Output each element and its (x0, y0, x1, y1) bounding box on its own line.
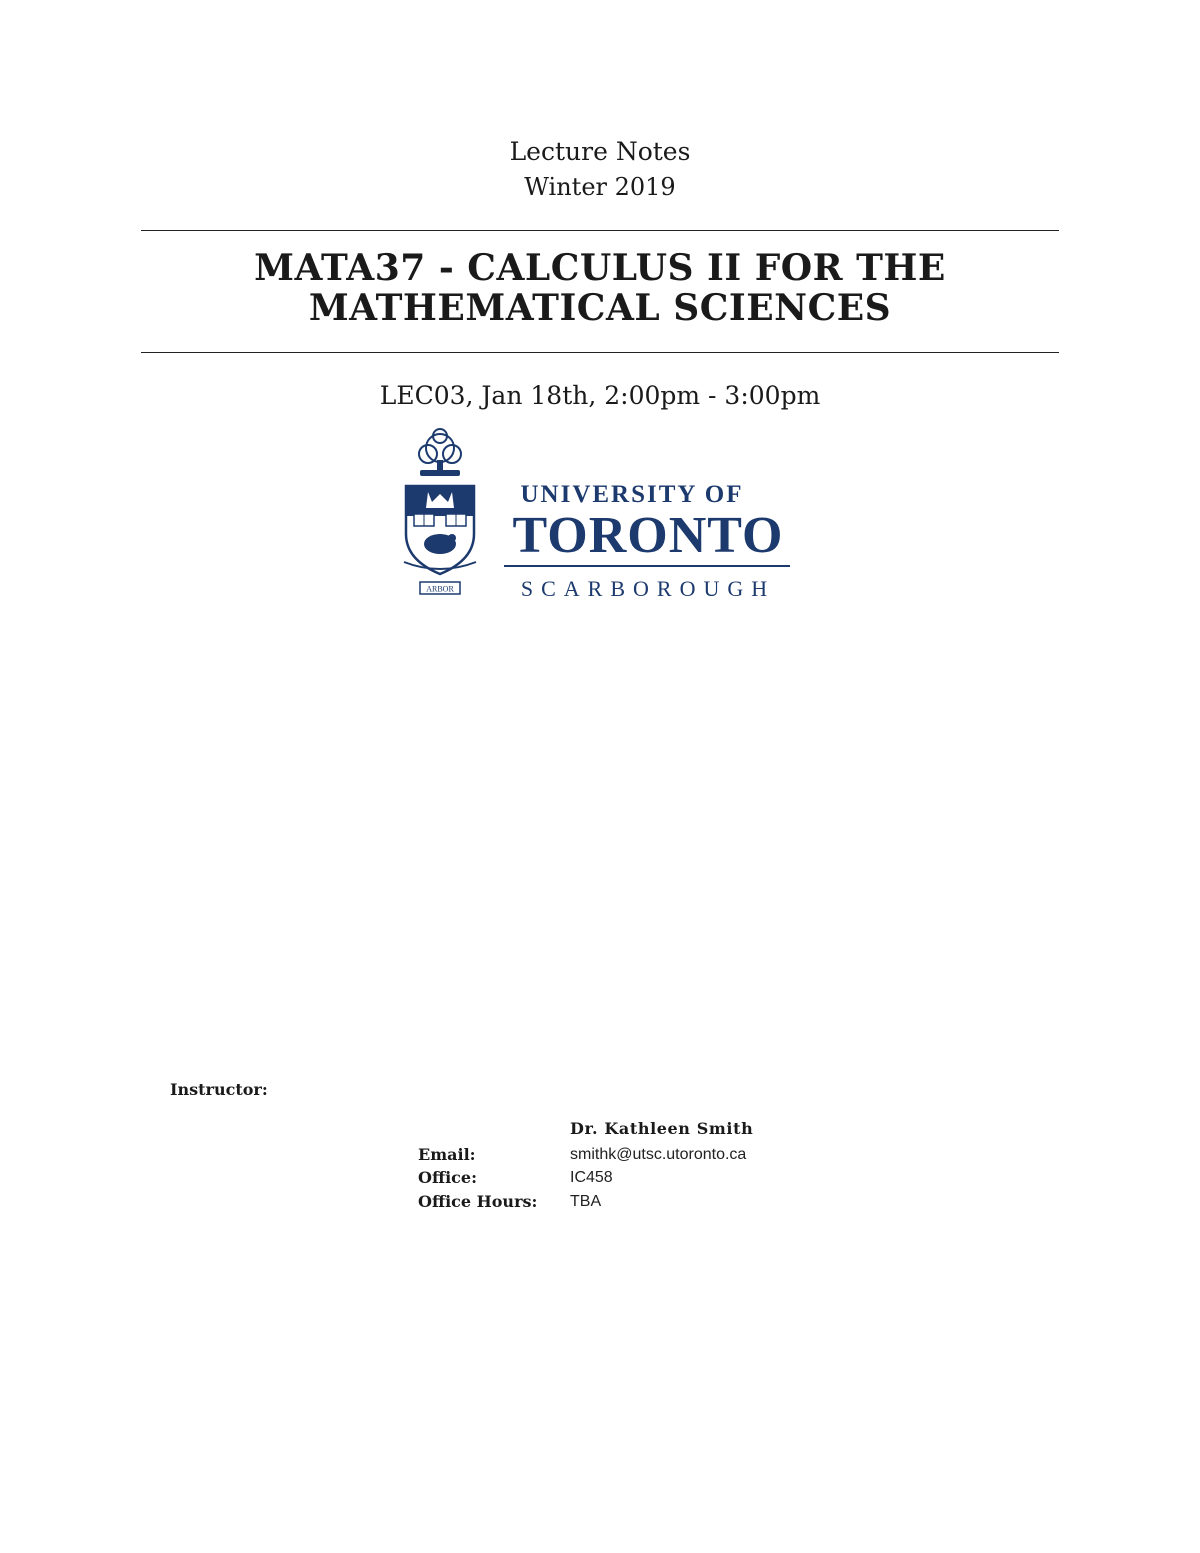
document-type: Lecture Notes (509, 137, 691, 166)
office-hours-value: TBA (570, 1192, 602, 1210)
lecture-session (0, 378, 1200, 414)
course-title (0, 248, 1200, 328)
university-logo (398, 426, 802, 604)
info-row-email (418, 1143, 753, 1167)
instructor-info (418, 1117, 753, 1213)
crest-icon (404, 486, 476, 594)
bottom-divider (141, 352, 1059, 353)
info-row-office (418, 1166, 753, 1190)
office-label: Office: (418, 1168, 477, 1187)
instructor-label: Instructor: (170, 1080, 268, 1099)
logo-line-scarborough: SCARBOROUGH (520, 576, 776, 601)
term: Winter 2019 (524, 173, 676, 201)
email-label: Email: (418, 1144, 476, 1164)
logo-line-toronto: TORONTO (512, 507, 784, 564)
instructor-name: Dr. Kathleen Smith (570, 1119, 754, 1138)
email-value: smithk@utsc.utoronto.ca (570, 1145, 747, 1163)
crest-motto: ARBOR (426, 584, 454, 594)
course-title-line-1: MATA37 - CALCULUS II FOR THE (254, 247, 946, 289)
course-title-line-2: MATHEMATICAL SCIENCES (308, 287, 892, 329)
top-divider (141, 230, 1059, 231)
info-row-office-hours (418, 1190, 753, 1214)
office-value: IC458 (570, 1169, 613, 1186)
office-hours-label: Office Hours: (418, 1191, 538, 1211)
maple-tree-icon (419, 429, 461, 476)
logo-line-university-of: UNIVERSITY OF (520, 481, 744, 508)
session-details: , Jan 18th, 2:00pm - 3:00pm (465, 381, 821, 410)
section-code: LEC03 (379, 381, 466, 410)
instructor-name-row (418, 1117, 753, 1143)
